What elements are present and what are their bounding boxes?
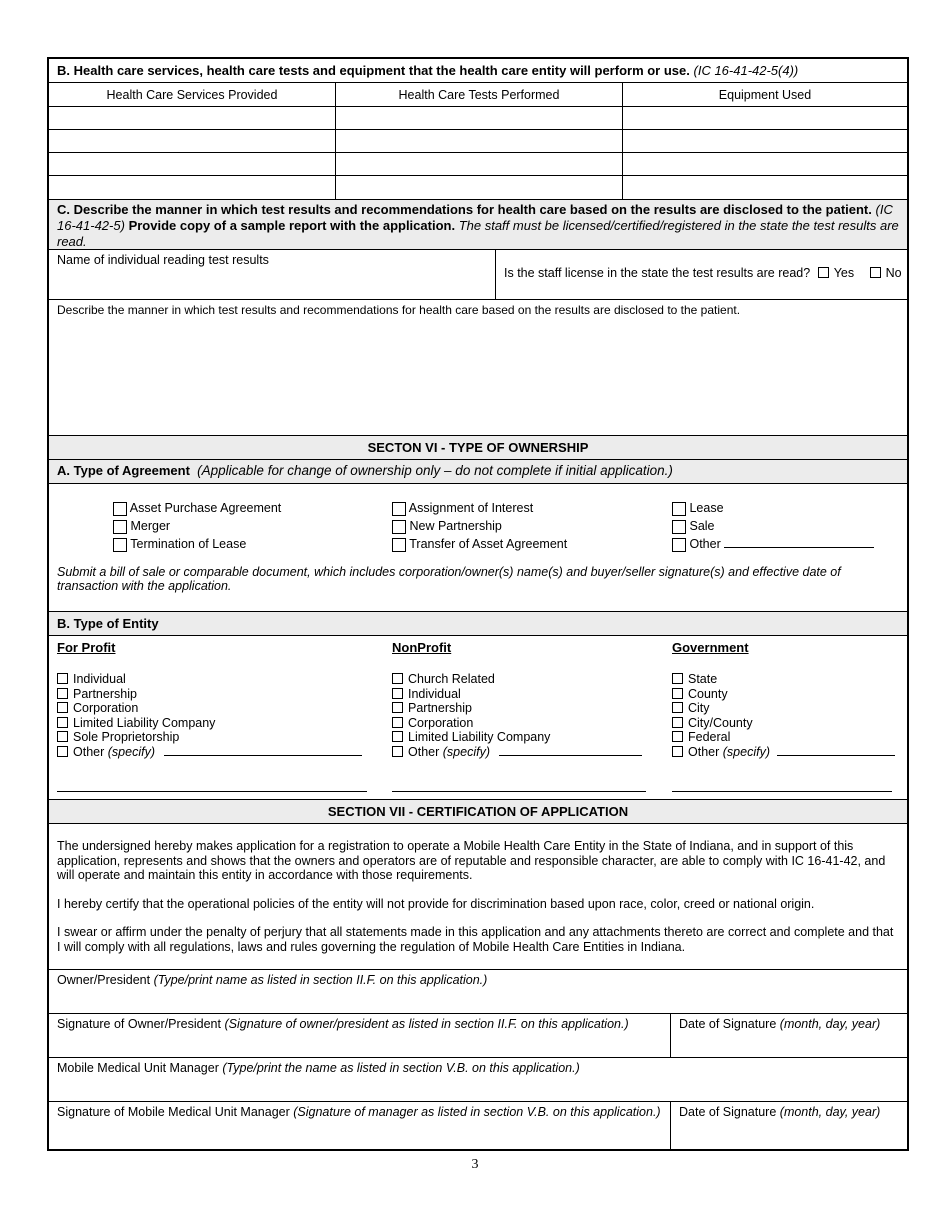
government-option: State [688,672,718,686]
government-other-line[interactable] [777,755,895,756]
sale-label: Sale [689,519,715,533]
checkbox[interactable] [392,746,403,757]
nonprofit-option: Limited Liability Company [408,730,551,744]
table-row [49,107,907,130]
nonprofit-title: NonProfit [392,640,452,655]
government-option: City [688,701,710,715]
for-profit-option: Individual [73,672,126,686]
services-cell[interactable] [49,176,336,199]
government-option: County [688,686,728,701]
for-profit-column [57,636,367,797]
checkbox[interactable] [392,688,403,699]
assignment-of-interest-checkbox[interactable] [392,502,406,516]
manager-signature-row [49,1102,907,1149]
nonprofit-extra-line[interactable] [392,790,646,792]
government-other: Other [688,744,720,759]
page-number: 3 [471,1157,479,1172]
for-profit-option: Limited Liability Company [73,715,216,730]
checkbox[interactable] [672,673,683,684]
for-profit-title: For Profit [57,640,116,655]
equipment-cell[interactable] [623,153,907,175]
transfer-of-asset-label: Transfer of Asset Agreement [409,537,568,551]
certification-para-2: I hereby certify that the operational policies of the entity will not provide for discrimination based upon race, color, creed or national origin. [57,896,815,911]
agreement-note: (Applicable for change of ownership only – do not complete if initial application.) [197,463,673,478]
checkbox[interactable] [392,717,403,728]
other-agreement-line[interactable] [724,547,874,548]
tests-cell[interactable] [336,176,623,199]
lease-label: Lease [689,501,724,515]
checkbox[interactable] [392,673,403,684]
reader-name-label: Name of individual reading test results [57,253,269,267]
agreement-header [49,460,907,484]
owner-signature-field[interactable] [49,1014,671,1057]
for-profit-extra-line[interactable] [57,790,367,792]
termination-of-lease-checkbox[interactable] [113,538,127,552]
nonprofit-option: Partnership [408,701,472,715]
manager-date-field[interactable] [671,1102,907,1149]
owner-signature-row [49,1014,907,1058]
application-form [47,57,909,1151]
manager-name-field[interactable] [49,1058,907,1102]
manager-date-label: Date of Signature [679,1105,777,1119]
license-question-text: Is the staff license in the state the test results are read? [504,266,811,280]
new-partnership-label: New Partnership [409,519,502,533]
section-b-citation: (IC 16-41-42-5(4)) [693,63,799,78]
manager-sig-label: Signature of Mobile Medical Unit Manager [57,1105,290,1119]
other-agreement-label: Other [689,537,721,551]
equipment-cell[interactable] [623,176,907,199]
services-cell[interactable] [49,130,336,152]
sale-checkbox[interactable] [672,520,686,534]
merger-label: Merger [130,519,171,533]
owner-note: (Type/print name as listed in section II.F. on this application.) [153,973,488,987]
certification-text [49,824,907,970]
tests-cell[interactable] [336,130,623,152]
checkbox[interactable] [672,688,683,699]
entity-heading: B. Type of Entity [49,612,907,636]
certification-para-1: The undersigned hereby makes application for a registration to operate a Mobile Health Care Entity in the State of Indiana, and in support of this application, represents and shows that the owners and operators are of reputable and responsible character, are able to comply with IC 16-41-42, and will operate and maintain this entity in accordance with those requirements. [57,839,886,882]
section-vi-title: SECTON VI - TYPE OF OWNERSHIP [49,436,907,460]
government-option: City/County [688,715,753,730]
new-partnership-checkbox[interactable] [392,520,406,534]
termination-of-lease-label: Termination of Lease [130,537,247,551]
checkbox[interactable] [57,731,68,742]
checkbox[interactable] [672,702,683,713]
section-c-staff-note: The staff must be licensed/certified/registered in the state the test results are read. [57,218,899,249]
owner-date-note: (month, day, year) [779,1017,881,1031]
owner-name-field[interactable] [49,970,907,1014]
government-extra-line[interactable] [672,790,892,792]
col-services-provided: Health Care Services Provided [49,83,336,106]
services-cell[interactable] [49,153,336,175]
section-c-heading: C. Describe the manner in which test results and recommendations for health care based on the results are disclosed to the patient. [57,202,872,217]
agreement-col-1 [113,499,281,553]
col-equipment-used: Equipment Used [718,88,812,102]
manager-sig-note: (Signature of manager as listed in section V.B. on this application.) [293,1105,661,1119]
bill-of-sale-note: Submit a bill of sale or comparable document, which includes corporation/owner(s) name(s) and buyer/seller signature(s) and effective date of transaction with the application. [57,565,841,593]
license-no-label: No [885,266,902,280]
for-profit-option: Sole Proprietorship [73,730,180,744]
section-c-header [49,200,907,250]
nonprofit-option: Corporation [408,715,474,730]
table-row [49,130,907,153]
equipment-cell[interactable] [623,130,907,152]
entity-options [49,636,907,800]
checkbox[interactable] [57,688,68,699]
owner-sig-note: (Signature of owner/president as listed in section II.F. on this application.) [224,1017,629,1031]
manager-date-note: (month, day, year) [779,1105,881,1119]
checkbox[interactable] [672,746,683,757]
transfer-of-asset-checkbox[interactable] [392,538,406,552]
government-column [672,636,895,797]
for-profit-other: Other [73,744,105,759]
other-agreement-checkbox[interactable] [672,538,686,552]
tests-cell[interactable] [336,107,623,129]
license-yes-checkbox[interactable] [818,267,829,278]
owner-date-label: Date of Signature [679,1017,777,1031]
owner-date-field[interactable] [671,1014,907,1057]
checkbox[interactable] [57,717,68,728]
lease-checkbox[interactable] [672,502,686,516]
manager-signature-field[interactable] [49,1102,671,1149]
license-yes-label: Yes [833,266,855,280]
government-option: Federal [688,730,731,744]
section-b-heading: B. Health care services, health care tests and equipment that the health care entity will perform or use. [57,63,690,78]
checkbox[interactable] [57,746,68,757]
certification-para-3: I swear or affirm under the penalty of perjury that all statements made in this application and any attachments thereto are correct and complete and that I will comply with all regulations, laws and rules governing the regulation of Mobile Health Care Entities in Indiana. [57,925,894,954]
agreement-col-2 [392,499,567,553]
assignment-of-interest-label: Assignment of Interest [408,501,534,515]
nonprofit-option: Church Related [408,672,495,686]
asset-purchase-label: Asset Purchase Agreement [129,501,282,515]
table-row [49,176,907,200]
asset-purchase-checkbox[interactable] [113,502,127,516]
checkbox[interactable] [57,673,68,684]
checkbox[interactable] [672,731,683,742]
reader-row [49,250,907,300]
government-title: Government [672,640,749,655]
checkbox[interactable] [392,702,403,713]
services-cell[interactable] [49,107,336,129]
license-no-checkbox[interactable] [870,267,881,278]
for-profit-option: Partnership [73,686,137,701]
agreement-heading: A. Type of Agreement [57,463,190,478]
col-tests-performed: Health Care Tests Performed [336,83,623,106]
services-column-headers [49,83,907,107]
nonprofit-other: Other [408,744,440,759]
reader-name-field[interactable] [49,250,496,299]
section-c-sample-report: Provide copy of a sample report with the application. [128,218,456,233]
nonprofit-option: Individual [408,686,461,701]
government-specify: (specify) [722,744,770,759]
for-profit-option: Corporation [73,701,139,715]
section-c-citation: (IC 16-41-42-5) [57,202,893,233]
agreement-options [49,484,907,612]
nonprofit-column [392,636,646,797]
section-vii-title: SECTION VII - CERTIFICATION OF APPLICATION [49,800,907,824]
section-b-header [49,59,907,83]
nonprofit-other-line[interactable] [499,755,642,756]
disclosure-description-field[interactable] [49,300,907,436]
nonprofit-specify: (specify) [442,744,490,759]
owner-sig-label: Signature of Owner/President [57,1017,221,1031]
license-question [496,250,907,299]
table-row [49,153,907,176]
for-profit-other-line[interactable] [164,755,362,756]
checkbox[interactable] [57,702,68,713]
agreement-col-3 [672,499,874,553]
equipment-cell[interactable] [623,107,907,129]
checkbox[interactable] [392,731,403,742]
disclosure-description-label: Describe the manner in which test results and recommendations for health care based on the results are disclosed to the patient. [57,303,741,317]
checkbox[interactable] [672,717,683,728]
owner-label: Owner/President [57,973,151,987]
for-profit-specify: (specify) [107,744,155,759]
manager-label: Mobile Medical Unit Manager [57,1061,219,1075]
tests-cell[interactable] [336,153,623,175]
manager-note: (Type/print the name as listed in section V.B. on this application.) [222,1061,580,1075]
merger-checkbox[interactable] [113,520,127,534]
